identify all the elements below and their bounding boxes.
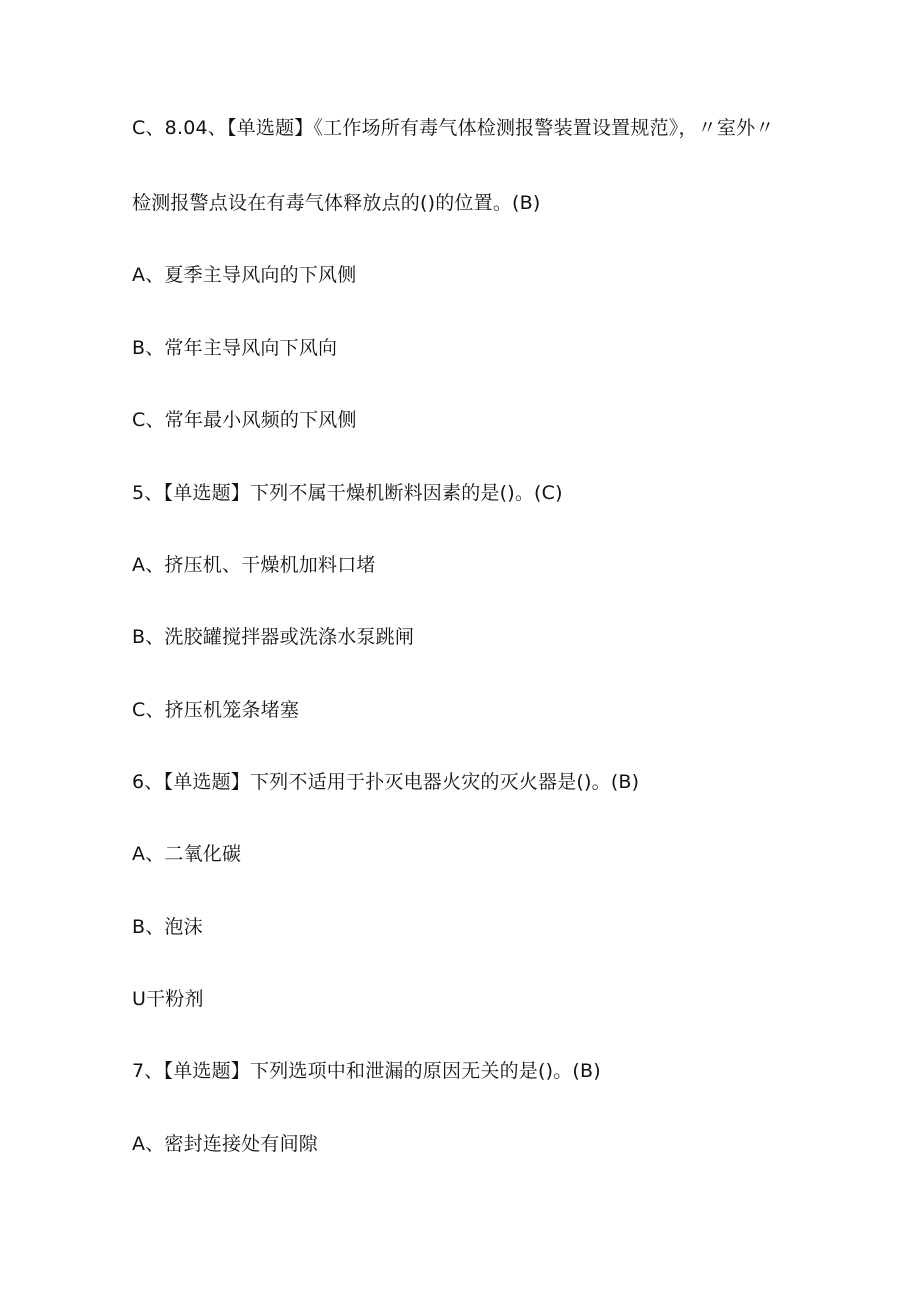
question-option-line: C、8.04、【单选题】《工作场所有毒气体检测报警装置设置规范》，〃室外〃: [132, 117, 775, 139]
option-c: C、常年最小风频的下风侧: [132, 409, 357, 431]
option-b: B、常年主导风向下风向: [132, 337, 338, 359]
question-7: 7、【单选题】下列选项中和泄漏的原因无关的是()。(B): [132, 1060, 601, 1082]
option-c: U干粉剂: [132, 988, 204, 1010]
question-6: 6、【单选题】下列不适用于扑灭电器火灾的灭火器是()。(B): [132, 771, 640, 793]
question-5: 5、【单选题】下列不属干燥机断料因素的是()。(C): [132, 482, 563, 504]
option-b: B、洗胶罐搅拌器或洗涤水泵跳闸: [132, 626, 415, 648]
option-c: C、挤压机笼条堵塞: [132, 699, 300, 721]
option-a: A、夏季主导风向的下风侧: [132, 264, 357, 286]
option-b: B、泡沫: [132, 916, 203, 938]
question-text-line: 检测报警点设在有毒气体释放点的()的位置。(B): [132, 192, 541, 214]
option-a: A、二氧化碳: [132, 843, 242, 865]
option-a: A、密封连接处有间隙: [132, 1133, 318, 1155]
option-a: A、挤压机、干燥机加料口堵: [132, 554, 376, 576]
